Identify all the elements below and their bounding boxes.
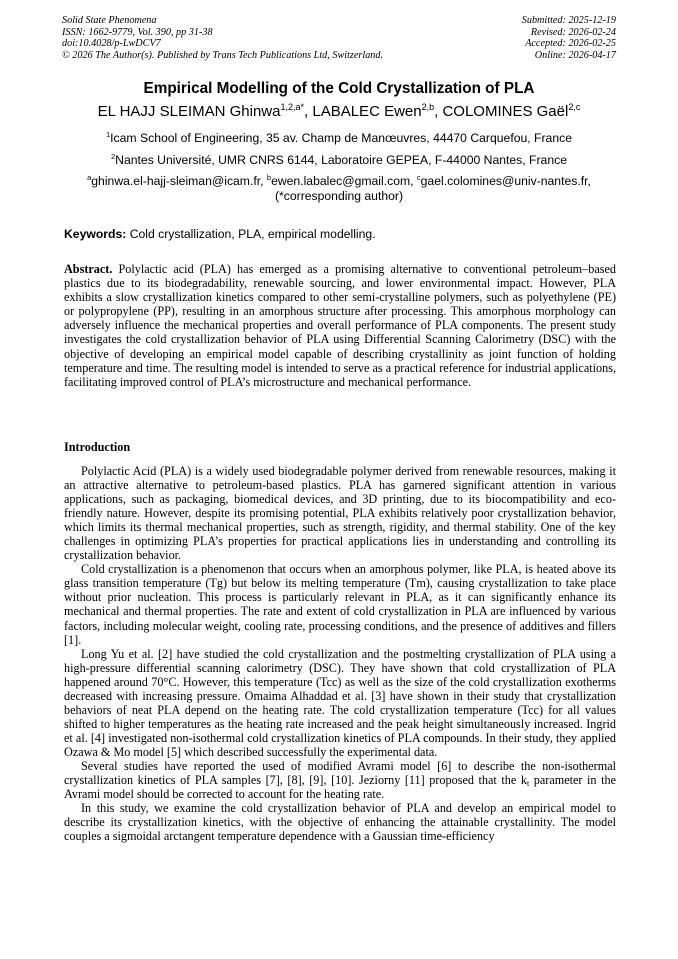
author-separator: , [304, 103, 313, 120]
email-marker: c [416, 173, 421, 182]
author-emails [0, 174, 678, 189]
abstract [64, 262, 616, 389]
journal-issn: ISSN: 1662-9779, Vol. 390, pp 31-38 [62, 26, 213, 38]
affiliation-marker: 1 [106, 130, 111, 139]
abstract-label: Abstract. [64, 262, 113, 276]
keywords [64, 227, 620, 242]
author-affiliation-marker: 2,c [568, 102, 581, 112]
journal-copyright: © 2026 The Author(s). Published by Trans Tech Publications Ltd, Switzerland. [62, 49, 384, 61]
date-online: Online: 2026-04-17 [534, 49, 616, 61]
affiliation-text: Icam School of Engineering, 35 av. Champ de Manœuvres, 44470 Carquefou, France [110, 131, 572, 145]
paper-title: Empirical Modelling of the Cold Crystallization of PLA [143, 80, 535, 97]
paragraph: In this study, we examine the cold crystallization behavior of PLA and develop an empirical model to describe its crystallization kinetics, with the objective of enhancing the attainable crystallinity. The model couples a sigmoidal arctangent temperature dependence with a Gaussian time-efficiency [64, 801, 616, 844]
keywords-label: Keywords: [64, 227, 127, 241]
paragraph: Long Yu et al. [2] have studied the cold crystallization and the postmelting crystallization of PLA using a high-pressure differential scanning calorimetry (DSC). They have shown that cold crystallization of PLA happened around 70°C. However, this temperature (Tcc) as well as the size of the cold crystallization exotherms decreased with increasing pressure. Omaima Alhaddad et al. [3] have shown in their study that crystallization behaviors of neat PLA depend on the heating rate. The cold crystallization temperature (Tcc) for all values shifted to higher temperatures as the heating rate increased and the peak height simultaneously increased. Ingrid et al. [4] investigated non-isothermal cold crystallization kinetics of PLA compounds. In their study, they applied Ozawa & Mo model [5] which described successfully the experimental data. [64, 646, 616, 759]
paragraph [64, 759, 616, 801]
keywords-text: Cold crystallization, PLA, empirical modelling. [126, 227, 376, 241]
date-accepted: Accepted: 2026-02-25 [525, 38, 616, 50]
subscript: t [526, 779, 530, 789]
section-heading-introduction: Introduction [64, 440, 131, 454]
paragraph: Cold crystallization is a phenomenon that occurs when an amorphous polymer, like PLA, is heated above its glass transition temperature (Tg) but below its melting temperature (Tm), causing crystallization to take place without prior nucleation. This process is particularly relevant in PLA, as it can significantly enhance its mechanical and thermal properties. The rate and extent of cold crystallization in PLA are influenced by various factors, including molecular weight, cooling rate, processing conditions, and the presence of additives and fillers [1]. [64, 562, 616, 647]
author-affiliation-marker: 1,2,a* [280, 102, 305, 112]
paragraph-text: parameter in the Avrami model should be corrected to account for the heating rate. [64, 773, 616, 802]
author-separator: , [434, 103, 443, 120]
corresponding-note: (*corresponding author) [274, 189, 404, 203]
email-marker: b [266, 173, 272, 182]
author-list [0, 102, 678, 122]
publication-dates [522, 15, 616, 61]
author-name: LABALEC Ewen [312, 103, 422, 120]
email-text: ewen.labalec@gmail.com, [271, 174, 417, 188]
journal-info [62, 15, 383, 61]
author-name: COLOMINES Gaël [442, 103, 569, 120]
date-revised: Revised: 2026-02-24 [530, 26, 616, 38]
date-submitted: Submitted: 2025-12-19 [521, 15, 616, 26]
abstract-text: Polylactic acid (PLA) has emerged as a promising alternative to conventional petroleum–based plastics due to its biodegradability, renewable sourcing, and lower environmental impact. However, PLA exhibits a slow crystallization kinetics compared to other semi-crystalline polymers, such as polyethylene (PE) or polypropylene (PP), resulting in an amorphous structure after processing. This amorphous morphology can adversely influence the mechanical properties and overall performance of PLA components. The present study investigates the cold crystallization behavior of PLA using Differential Scanning Calorimetry (DSC) with the objective of developing an empirical model capable of describing crystallinity as joint function of holding temperature and time. The resulting model is intended to serve as a practical reference for industrial applications, facilitating improved control of PLA’s microstructure and mechanical performance. [64, 262, 616, 389]
paragraph-text: Several studies have reported the used of modified Avrami model [6] to describe the non-isothermal crystallization kinetics of PLA samples [7], [8], [9], [10]. Jeziorny [11] proposed that the k [64, 758, 616, 788]
affiliation-2 [0, 153, 678, 168]
affiliation-1 [0, 131, 678, 146]
paragraph: Polylactic Acid (PLA) is a widely used biodegradable polymer derived from renewable resources, making it an attractive alternative to petroleum-based plastics. PLA has garnered significant attention in various applications, such as packaging, biomedical devices, and 3D printing, due to its biocompatibility and eco-friendly nature. However, despite its promising potential, PLA exhibits relatively poor crystallization behavior, which limits its thermal mechanical properties, such as strength, rigidity, and thermal stability. One of the key challenges in optimizing PLA’s properties for practical applications lies in understanding and controlling its crystallization behavior. [64, 464, 616, 563]
affiliation-marker: 2 [111, 152, 116, 161]
journal-doi: doi:10.4028/p-LwDCV7 [62, 38, 161, 50]
author-name: EL HAJJ SLEIMAN Ghinwa [97, 103, 281, 120]
introduction-body [64, 464, 616, 843]
email-text: ghinwa.el-hajj-sleiman@icam.fr, [91, 174, 267, 188]
author-affiliation-marker: 2,b [421, 102, 435, 112]
email-text: gael.colomines@univ-nantes.fr, [420, 174, 591, 188]
email-marker: a [87, 173, 92, 182]
affiliation-text: Nantes Université, UMR CNRS 6144, Laboratoire GEPEA, F-44000 Nantes, France [115, 153, 567, 167]
journal-name: Solid State Phenomena [62, 15, 157, 26]
